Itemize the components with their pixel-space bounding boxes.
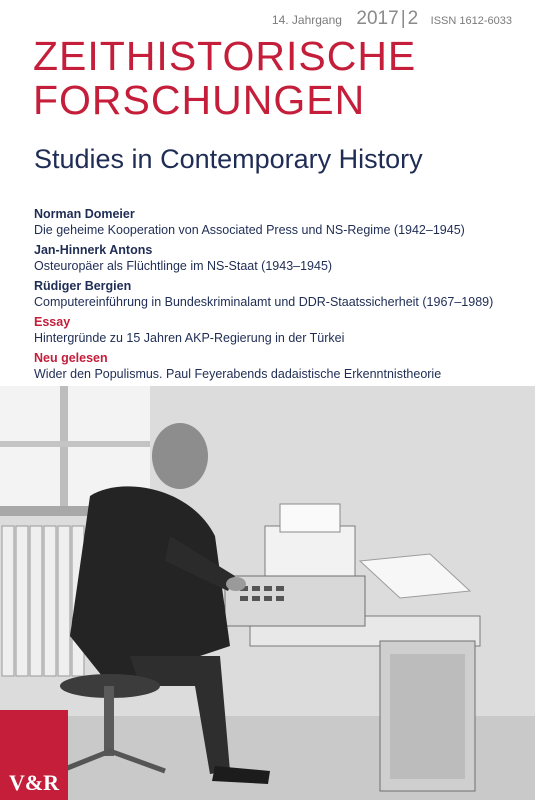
- year-label: 2017: [356, 8, 399, 29]
- volume-label: 14. Jahrgang: [271, 13, 342, 27]
- toc-article-title: Hintergründe zu 15 Jahren AKP-Regierung in der Türkei: [34, 331, 345, 345]
- issue-separator: |: [400, 8, 406, 29]
- cover-photo: [0, 386, 535, 800]
- toc-author: Rüdiger Bergien: [34, 279, 132, 293]
- toc-entry: [34, 278, 504, 310]
- toc-article-title: Computereinführung in Bundeskriminalamt und DDR-Staatssicherheit (1967–1989): [34, 295, 494, 309]
- journal-subtitle: Studies in Contemporary History: [34, 144, 423, 174]
- publisher-logo-text: V&R: [8, 770, 60, 795]
- issue-info: [272, 8, 512, 30]
- cover-photo-illustration: [0, 386, 535, 800]
- title-line-1: ZEITHISTORISCHE: [33, 33, 417, 79]
- toc-article-title: Osteuropäer als Flüchtlinge im NS-Staat (1943–1945): [34, 259, 333, 273]
- toc-article-title: Die geheime Kooperation von Associated Press und NS-Regime (1942–1945): [34, 223, 465, 237]
- toc-article-title: Wider den Populismus. Paul Feyerabends dadaistische Erkenntnistheorie: [34, 367, 442, 381]
- toc-author: Jan-Hinnerk Antons: [34, 243, 153, 257]
- journal-title: [33, 34, 416, 122]
- toc-entry: [34, 242, 504, 274]
- publisher-logo: [0, 710, 68, 800]
- toc-section-label: Neu gelesen: [34, 351, 108, 365]
- table-of-contents: [34, 206, 504, 386]
- toc-entry: [34, 206, 504, 238]
- toc-section-label: Essay: [34, 315, 71, 329]
- toc-author: Norman Domeier: [34, 207, 135, 221]
- title-line-2: FORSCHUNGEN: [33, 77, 366, 123]
- toc-entry: [34, 314, 504, 346]
- issue-number: 2: [407, 8, 419, 29]
- issn-label: ISSN 1612-6033: [430, 15, 512, 27]
- toc-entry: [34, 350, 504, 382]
